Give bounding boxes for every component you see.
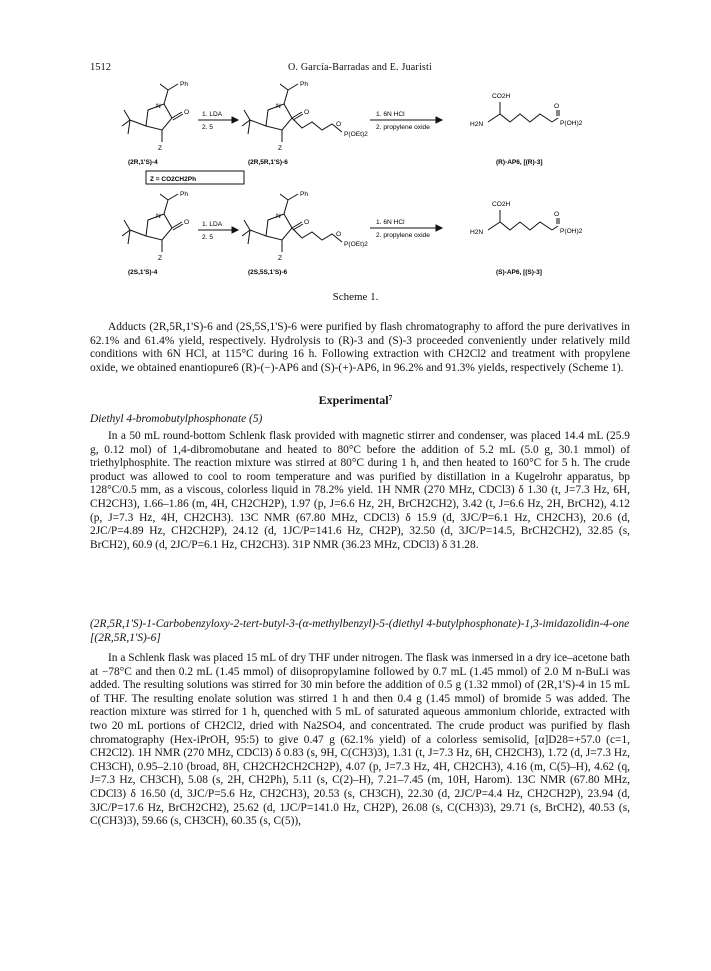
atom-label: Z (278, 255, 283, 262)
molecule-start-row1 (122, 84, 183, 142)
molecule-product-row2 (488, 222, 552, 230)
footnote-ref: 7 (388, 393, 393, 402)
compound-label: (R)-AP6, [(R)-3] (496, 159, 543, 166)
atom-label: H2N (470, 121, 484, 128)
reaction-scheme (120, 78, 620, 278)
procedure-paragraph (90, 430, 630, 552)
atom-label: P(OEt)2 (344, 241, 368, 248)
reagent-label: 2. 5 (202, 124, 213, 131)
atom-label: O (304, 109, 310, 116)
molecule-product-row1 (488, 114, 552, 122)
atom-label: O (304, 219, 310, 226)
atom-label: CO2H (492, 201, 511, 208)
section-heading (0, 393, 711, 408)
molecule-mid-row2 (242, 194, 342, 252)
procedure-paragraph (90, 652, 630, 829)
compound-subheading: Diethyl 4-bromobutylphosphonate (5) (90, 413, 263, 425)
atom-label: N (156, 213, 161, 220)
atom-label: O (554, 103, 560, 110)
molecule-mid-row1 (242, 84, 342, 142)
atom-label: O (184, 109, 190, 116)
scheme-caption: Scheme 1. (332, 291, 379, 303)
results-paragraph (90, 321, 630, 375)
atom-label: Z (278, 145, 283, 152)
reagent-label: 2. propylene oxide (376, 124, 430, 131)
reagent-label: 1. LDA (202, 111, 223, 118)
section-title-text: Experimental (318, 393, 389, 407)
compound-label: (S)-AP6, [(S)-3] (496, 269, 542, 276)
page-header (90, 62, 630, 78)
reagent-label: 1. 6N HCl (376, 219, 405, 226)
atom-label: Ph (300, 191, 309, 198)
reagent-label: 2. propylene oxide (376, 232, 430, 239)
atom-label: Ph (300, 81, 309, 88)
atom-label: H2N (470, 229, 484, 236)
page-number: 1512 (90, 62, 111, 73)
z-definition-text: Z = CO2CH2Ph (150, 176, 197, 183)
atom-label: CO2H (492, 93, 511, 100)
paragraph-text: In a Schlenk flask was placed 15 mL of dry THF under nitrogen. The flask was inmersed in a dry ice–acetone bath at −78°C and then 0.2 mL (1.45 mmol) of diisopropylamine followed by 0.7 mL (1.45 mmol) of 2.0 M n-BuLi was added. The resulting solutions was stirred for 30 min before the addition of 0.5 g (1.32 mmol) of (2R,1'S)-4 in 15 mL of THF. The resulting enolate solution was stirred 1 h and then 0.4 g (1.45 mmol) of bromide 5 was added. The reaction mixture was stirred for 1 h, quenched with 5 mL of saturated aqueous ammonium chloride, extracted with two 20 mL portions of CH2Cl2, dried with Na2SO4, and concentrated. The crude product was purified by flash chromatography (Hex-iPrOH, 95:5) to give 0.47 g (62.1% yield) of a colorless semisolid, [α]D28=+57.0 (c=1, CH2Cl2). 1H NMR (270 MHz, CDCl3) δ 0.83 (s, 9H, C(CH3)3), 1.31 (t, J=7.3 Hz, 6H, CH2CH3), 1.72 (d, J=7.3 Hz, CH3CH), 0.95–2.10 (broad, 8H, CH2CH2CH2CH2P), 4.07 (p, J=7.3 Hz, 4H, CH2CH3), 4.16 (m, C(5)–H), 4.62 (q, J=7.3 Hz, CH3CH), 5.08 (s, 2H, CH2Ph), 5.11 (s, C(2)–H), 7.21–7.45 (m, 10H, Harom). 13C NMR (67.80 MHz, CDCl3) δ 16.50 (d, 3JC/P=5.6 Hz, CH2CH3), 20.53 (s, CH3CH), 22.30 (d, 2JC/P=4.4 Hz, CH2CH2P), 23.94 (d, 3JC/P=17.6 Hz, BrCH2CH2), 25.62 (d, 1JC/P=141.0 Hz, CH2P), 26.08 (s, C(CH3)3), 29.71 (s, BrCH2), 40.53 (s, C(CH3)3), 59.66 (s, CH3CH), 60.35 (s, C(5)), (90, 652, 630, 828)
atom-label: Ph (180, 81, 189, 88)
atom-label: N (276, 103, 281, 110)
atom-label: P(OH)2 (560, 228, 583, 235)
atom-label: P(OEt)2 (344, 131, 368, 138)
atom-label: O (336, 231, 342, 238)
compound-label: (2S,1'S)-4 (128, 269, 158, 276)
reagent-label: 1. LDA (202, 221, 223, 228)
atom-label: Z (158, 145, 163, 152)
scheme-drawing (120, 78, 620, 278)
paragraph-text: In a 50 mL round-bottom Schlenk flask provided with magnetic stirrer and condenser, was placed 14.4 mL (25.9 g, 0.12 mol) of 1,4-dibromobutane and heated to 80°C before the addition of 5.2 mL (5.0 g, 30.1 mmol) of triethylphosphite. The reaction mixture was stirred at 80°C during 1 h, and then heated to 160°C for 5 h. The crude product was allowed to cool to room temperature and was purified by distillation in a Kugelrohr apparatus, bp 128°C/0.5 mm, as a viscous, colorless liquid in 78.2% yield. 1H NMR (270 MHz, CDCl3) δ 1.30 (t, J=7.3 Hz, 6H, CH2CH3), 1.66–1.86 (m, 4H, CH2CH2P), 1.97 (p, J=6.6 Hz, 2H, BrCH2CH2), 3.42 (t, J=6.6 Hz, 2H, BrCH2), 4.12 (p, J=7.3 Hz, 4H, CH2CH3). 13C NMR (67.80 MHz, CDCl3) δ 15.9 (d, 3JC/P=6.1 Hz, CH2CH3), 20.6 (d, 2JC/P=4.89 Hz, CH2CH2P), 24.12 (d, 1JC/P=141.6 Hz, CH2P), 32.50 (d, 3JC/P=14.5, BrCH2CH2), 32.85 (s, BrCH2), 60.9 (d, 2JC/P=6.1 Hz, CH2CH3). 31P NMR (36.23 MHz, CDCl3) δ 31.28. (90, 430, 630, 551)
reagent-label: 1. 6N HCl (376, 111, 405, 118)
running-title: O. García-Barradas and E. Juaristi (288, 62, 432, 73)
compound-subheading: (2R,5R,1'S)-1-Carbobenzyloxy-2-tert-butyl-3-(α-methylbenzyl)-5-(diethyl 4-butylphosphonate)-1,3-imidazolidin-4-one [(2R,5R,1'S)-6] (90, 618, 630, 644)
atom-label: N (276, 213, 281, 220)
compound-label: (2R,5R,1'S)-6 (248, 159, 288, 166)
atom-label: P(OH)2 (560, 120, 583, 127)
atom-label: O (184, 219, 190, 226)
atom-label: O (554, 211, 560, 218)
compound-label: (2S,5S,1'S)-6 (248, 269, 288, 276)
reagent-label: 2. 5 (202, 234, 213, 241)
atom-label: O (336, 121, 342, 128)
paragraph-text: Adducts (2R,5R,1'S)-6 and (2S,5S,1'S)-6 were purified by flash chromatography to afford the pure derivatives in 62.1% and 61.4% yield, respectively. Hydrolysis to (R)-3 and (S)-3 proceeded conveniently under relatively mild conditions with 6N HCl, at 115°C during 16 h. Following extraction with CH2Cl2 and treatment with propylene oxide, we obtained enantiopure6 (R)-(−)-AP6 and (S)-(+)-AP6, in 96.2% and 91.3% yields, respectively (Scheme 1). (90, 321, 630, 374)
atom-label: N (156, 103, 161, 110)
molecule-start-row2 (122, 194, 183, 252)
compound-label: (2R,1'S)-4 (128, 159, 158, 166)
atom-label: Z (158, 255, 163, 262)
atom-label: Ph (180, 191, 189, 198)
